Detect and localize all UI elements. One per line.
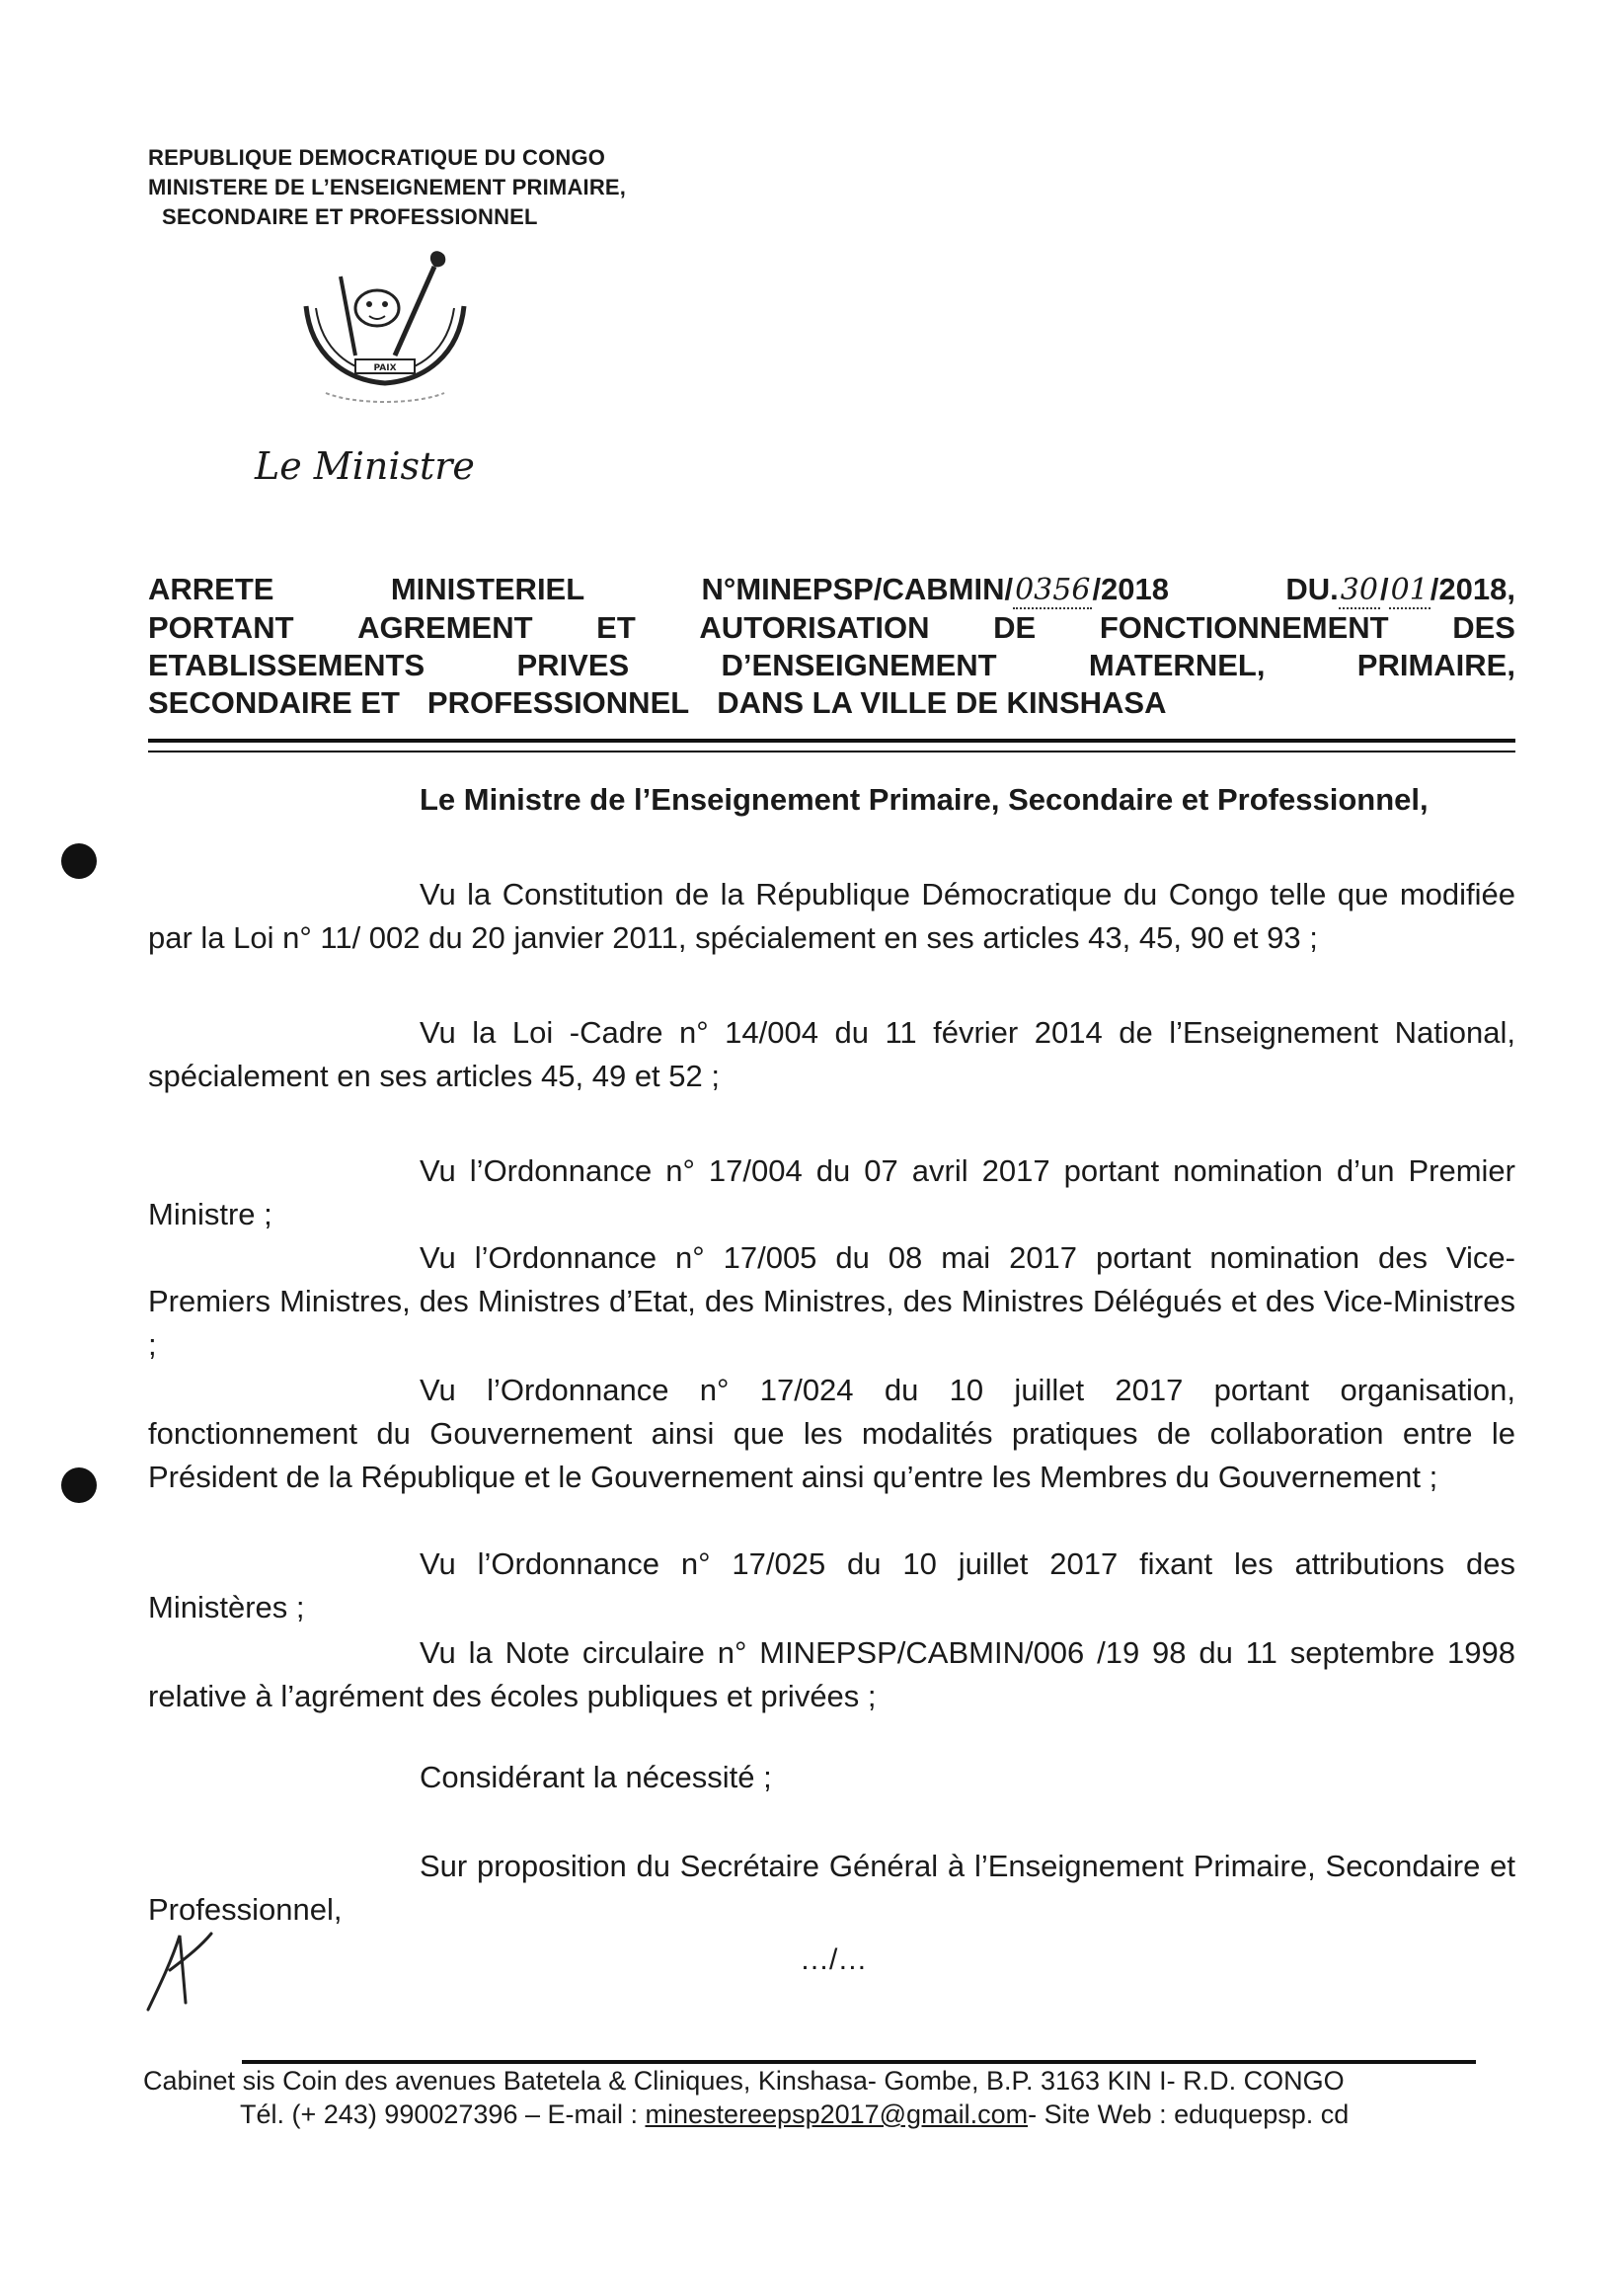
- coat-of-arms-emblem: [286, 247, 484, 405]
- letterhead-ministry: MINISTERE DE L’ENSEIGNEMENT PRIMAIRE,: [148, 175, 627, 199]
- recital-ordinance-024: Vu l’Ordonnance n° 17/024 du 10 juillet 2017 portant organisation, fonctionnement du Gouvernement ainsi que les modalités pratiques de collaboration entre le Président de la République et le Gouvernement ainsi qu’entre les Membres du Gouvernement ;: [148, 1373, 1515, 1494]
- footer-address: Cabinet sis Coin des avenues Batetela & Cliniques, Kinshasa- Gombe, B.P. 3163 KIN I- R.D. CONGO: [143, 2066, 1345, 2096]
- signatory-title: Le Ministre: [255, 444, 475, 488]
- svg-text:PAIX: PAIX: [373, 363, 397, 373]
- decree-day-handwritten: 30: [1340, 573, 1378, 607]
- footer-contact: Tél. (+ 243) 990027396 – E-mail : minestereepsp2017@gmail.com- Site Web : eduquepsp. cd: [240, 2099, 1350, 2129]
- recital-constitution: Vu la Constitution de la République Démocratique du Congo telle que modifiée par la Loi n° 11/ 002 du 20 janvier 2011, spécialement en ses articles 43, 45, 90 et 93 ;: [148, 877, 1515, 955]
- recital-circular-note: Vu la Note circulaire n° MINEPSP/CABMIN/006 /19 98 du 11 septembre 1998 relative à l’agrément des écoles publiques et privées ;: [148, 1635, 1515, 1713]
- recital-ordinance-005: Vu l’Ordonnance n° 17/005 du 08 mai 2017 portant nomination des Vice-Premiers Ministres, des Ministres d’Etat, des Ministres, des Ministres Délégués et des Vice-Ministres ;: [148, 1240, 1515, 1362]
- decree-title: ARRETE MINISTERIEL N°MINEPSP/CABMIN/0356/2018 DU.30/01/2018, PORTANT AGREMENT ET AUTORISATION DE FONCTIONNEMENT DES ETABLISSEMENTS PRIVES D’ENSEIGNEMENT MATERNEL, PRIMAIRE, SECONDAIRE ET PROFESSIONNEL DANS LA VILLE DE KINSHASA: [148, 572, 1515, 720]
- decree-number-handwritten: 0356: [1015, 573, 1091, 607]
- letterhead: [148, 143, 626, 232]
- title-divider: [148, 739, 1515, 752]
- punch-hole: [61, 843, 97, 879]
- page-continuation: …/…: [800, 1943, 868, 1976]
- decree-month-handwritten: 01: [1390, 573, 1429, 607]
- recital-ordinance-025: Vu l’Ordonnance n° 17/025 du 10 juillet 2017 fixant les attributions des Ministères ;: [148, 1546, 1515, 1624]
- footer-email-link[interactable]: minestereepsp2017@gmail.com: [645, 2099, 1029, 2129]
- recital-ordinance-004: Vu l’Ordonnance n° 17/004 du 07 avril 2017 portant nomination d’un Premier Ministre ;: [148, 1153, 1515, 1231]
- letterhead-country: REPUBLIQUE DEMOCRATIQUE DU CONGO: [148, 145, 606, 170]
- handwritten-initial: [140, 1926, 219, 2015]
- recital-proposal: Sur proposition du Secrétaire Général à l’Enseignement Primaire, Secondaire et Professionnel,: [148, 1849, 1515, 1927]
- recital-necessity: Considérant la nécessité ;: [420, 1760, 772, 1794]
- preamble-heading: Le Ministre de l’Enseignement Primaire, Secondaire et Professionnel,: [420, 782, 1429, 817]
- recital-framework-law: Vu la Loi -Cadre n° 14/004 du 11 février 2014 de l’Enseignement National, spécialement en ses articles 45, 49 et 52 ;: [148, 1015, 1515, 1093]
- footer: [143, 2064, 1427, 2131]
- letterhead-ministry-cont: SECONDAIRE ET PROFESSIONNEL: [162, 204, 538, 229]
- punch-hole: [61, 1467, 97, 1503]
